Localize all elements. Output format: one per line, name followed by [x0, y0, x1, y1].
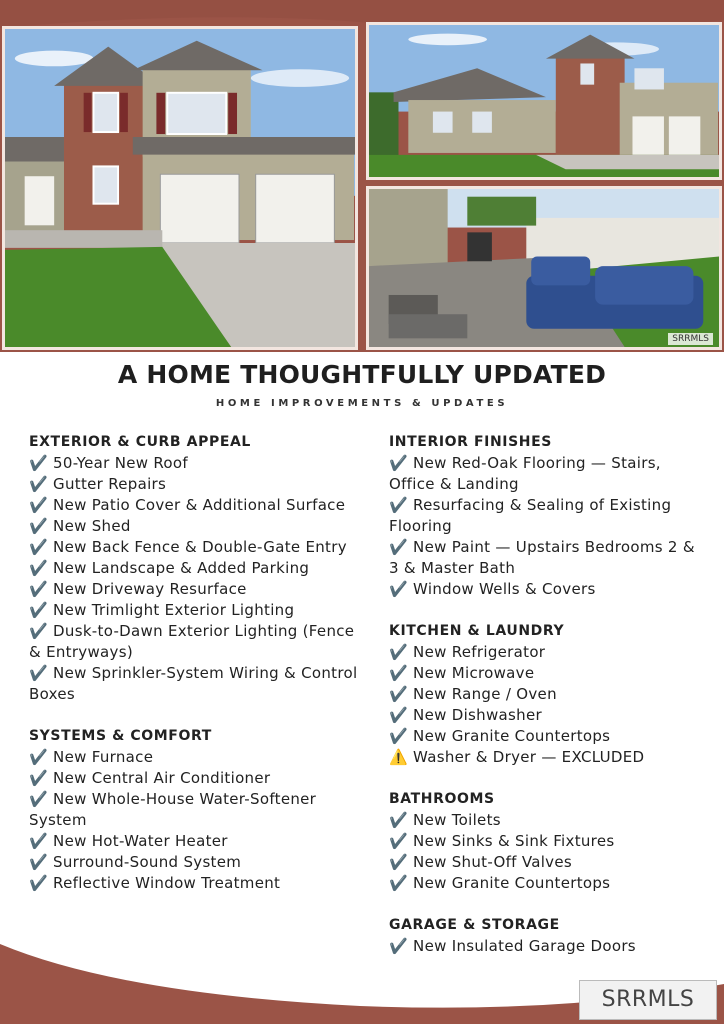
list-item: ✔️ Window Wells & Covers: [389, 580, 596, 598]
page-title: A HOME THOUGHTFULLY UPDATED: [117, 360, 607, 389]
section-title: BATHROOMS: [389, 791, 495, 807]
list-item: ✔️ New Back Fence & Double-Gate Entry: [29, 538, 347, 556]
list-item: ✔️ New Microwave: [389, 664, 535, 682]
list-item: ✔️ New Range / Oven: [389, 685, 557, 703]
section-title: GARAGE & STORAGE: [389, 917, 560, 933]
right-column: [389, 432, 709, 978]
page-subtitle: HOME IMPROVEMENTS & UPDATES: [215, 398, 509, 409]
list-item: ✔️ New Central Air Conditioner: [29, 769, 271, 787]
section-systems: [29, 726, 364, 894]
section-exterior: [29, 432, 364, 705]
section-bathrooms: [389, 789, 709, 894]
list-item: ✔️ Reflective Window Treatment: [29, 874, 281, 892]
list-item: ✔️ New Refrigerator: [389, 643, 546, 661]
section-garage: [389, 915, 709, 957]
list-item: ✔️ Surround-Sound System: [29, 853, 242, 871]
list-item: ✔️ New Granite Countertops: [389, 874, 611, 892]
list-item: ⚠️ Washer & Dryer — EXCLUDED: [389, 748, 645, 766]
list-item: ✔️ New Granite Countertops: [389, 727, 611, 745]
list-item: ✔️ New Driveway Resurface: [29, 580, 247, 598]
list-item: ✔️ New Sprinkler-System Wiring & Control Boxes: [29, 664, 358, 703]
list-item: ✔️ Gutter Repairs: [29, 475, 167, 493]
list-item: ✔️ Resurfacing & Sealing of Existing Flooring: [389, 496, 672, 535]
list-item: ✔️ 50-Year New Roof: [29, 454, 188, 472]
section-title: KITCHEN & LAUNDRY: [389, 623, 565, 639]
list-item: ✔️ New Toilets: [389, 811, 501, 829]
section-interior: [389, 432, 709, 600]
list-item: ✔️ New Patio Cover & Additional Surface: [29, 496, 346, 514]
street-view-photo: [366, 22, 722, 180]
photo-watermark: SRRMLS: [668, 333, 713, 345]
list-item: ✔️ New Whole-House Water-Softener System: [29, 790, 317, 829]
section-title: SYSTEMS & COMFORT: [29, 728, 212, 744]
section-kitchen: [389, 621, 709, 768]
list-item: ✔️ New Landscape & Added Parking: [29, 559, 310, 577]
list-item: ✔️ New Furnace: [29, 748, 154, 766]
front-exterior-photo: [2, 26, 358, 350]
list-item: ✔️ New Paint — Upstairs Bedrooms 2 & 3 & Master Bath: [389, 538, 695, 577]
list-item: ✔️ New Trimlight Exterior Lighting: [29, 601, 295, 619]
list-item: ✔️ New Insulated Garage Doors: [389, 937, 636, 955]
list-item: ✔️ New Sinks & Sink Fixtures: [389, 832, 615, 850]
section-title: EXTERIOR & CURB APPEAL: [29, 434, 251, 450]
backyard-patio-photo: [366, 186, 722, 350]
list-item: ✔️ New Shut-Off Valves: [389, 853, 572, 871]
left-column: [29, 432, 364, 915]
section-title: INTERIOR FINISHES: [389, 434, 552, 450]
list-item: ✔️ New Shed: [29, 517, 131, 535]
list-item: ✔️ New Red-Oak Flooring — Stairs, Office & Landing: [389, 454, 661, 493]
list-item: ✔️ New Dishwasher: [389, 706, 542, 724]
mls-watermark: SRRMLS: [579, 980, 717, 1020]
list-item: ✔️ Dusk-to-Dawn Exterior Lighting (Fence & Entryways): [29, 622, 355, 661]
list-item: ✔️ New Hot-Water Heater: [29, 832, 228, 850]
